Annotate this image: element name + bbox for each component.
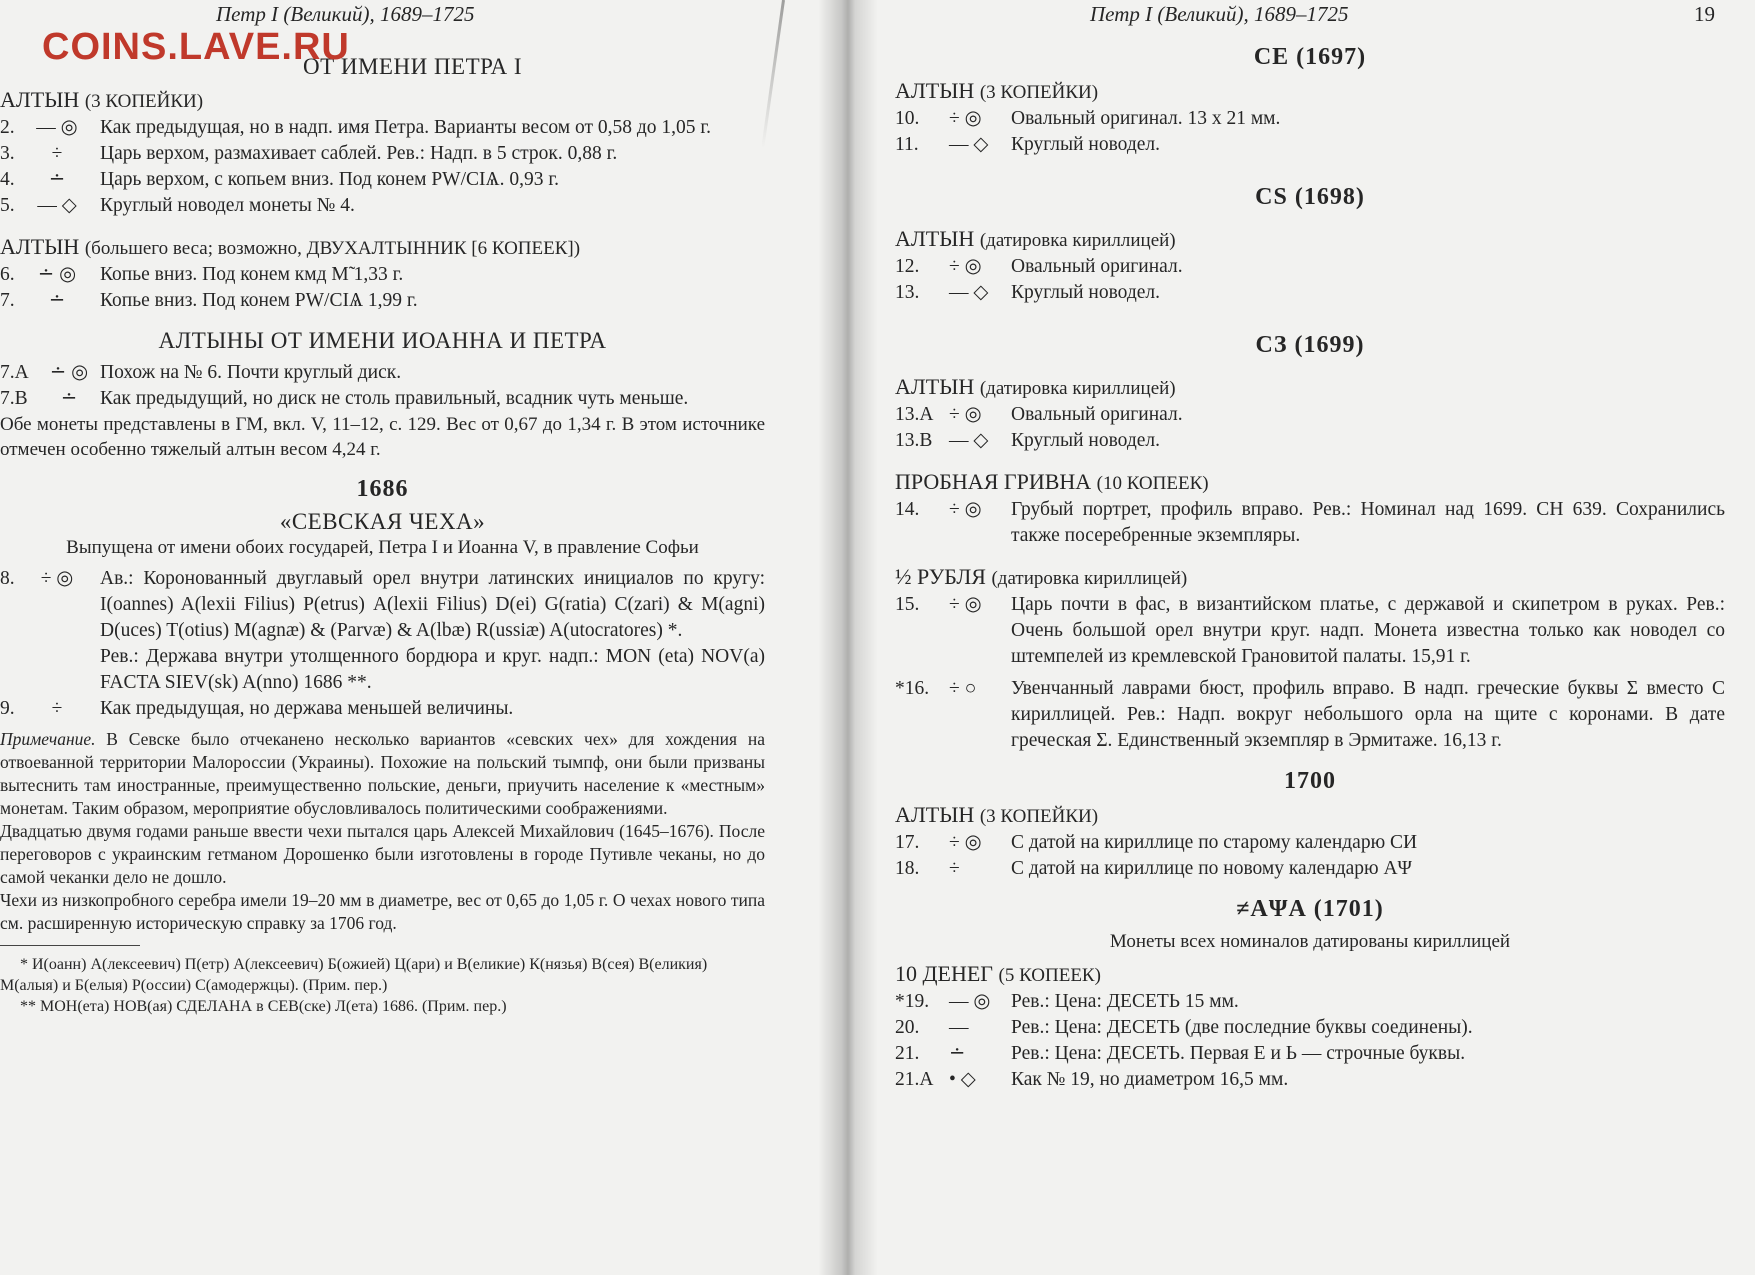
- catalog-entry: 2. — ◎ Как предыдущая, но в надп. имя Петра. Варианты весом от 0,58 до 1,05 г.: [0, 117, 712, 138]
- page-number: 19: [1694, 2, 1715, 26]
- catalog-entry: 6. ∸ ◎ Копье вниз. Под конем кмд М̃ 1,33 г.: [0, 264, 404, 285]
- year-heading-1686: 1686: [356, 476, 409, 502]
- catalog-entry: 8. ÷ ◎ Ав.: Коронованный двуглавый орел внутри латинских инициалов по кругу: I(oannes) A(lexii Filius) Ρ(etrus) A(lexii Filius) D(ei) G(ratia) C(zari) & M(agni) D(uces) T(otius) M(agnæ) & (Ρarvæ) & A(lbæ) R(ussiæ) A(utocratores) *.: [0, 568, 765, 641]
- section-title-peter: ОТ ИМЕНИ ПЕТРА I: [302, 54, 523, 79]
- catalog-entry: 7.В ∸ Как предыдущий, но диск не столь правильный, всадник чуть меньше.: [0, 388, 689, 409]
- right-content: [895, 44, 1725, 1093]
- denomination-altyn-heavy: АЛТЫН (большего веса; возможно, ДВУХАЛТЫННИК [6 КОПЕЕК]): [0, 234, 581, 259]
- paragraph-sources: Обе монеты представлены в ГМ, вкл. V, 11–12, с. 129. Вес от 0,67 до 1,34 г. В этом источнике отмечен особенно тяжелый алтын весом 4,24 г.: [0, 414, 765, 460]
- denomination-altyn: АЛТЫН (3 КОПЕЙКИ): [0, 87, 204, 112]
- section-title-sevsk: «СЕВСКАЯ ЧЕХА»: [279, 509, 486, 534]
- catalog-entry: 14. ÷ ◎ Грубый портрет, профиль вправо. Рев.: Номинал над 1699. СН 639. Сохранились также посеребренные экземпляры.: [895, 499, 1725, 546]
- left-page: [0, 0, 835, 1275]
- right-running-head: Петр I (Великий), 1689–1725: [1090, 2, 1349, 26]
- note-paragraph: Чехи из низкопробного серебра имели 19–20 мм в диаметре, вес от 0,65 до 1,05 г. О чехах нового типа см. расширенную историческую справку за 1706 год.: [0, 890, 765, 933]
- catalog-entry: 13.А ÷ ◎ Овальный оригинал.: [895, 404, 1183, 425]
- section-title-ioann-peter: АЛТЫНЫ ОТ ИМЕНИ ИОАННА И ПЕТРА: [158, 328, 607, 353]
- denomination-altyn: АЛТЫН (датировка кириллицей): [895, 374, 1176, 399]
- catalog-entry: 7. ∸ Копье вниз. Под конем РW/СІѦ 1,99 г.: [0, 290, 418, 311]
- note-paragraph: Примечание. В Севске было отчеканено несколько вариантов «севских чех» для хождения на отвоеванной территории Малороссии (Украины). Похожие на польский тымпф, они были призваны вытеснить там иностранные, преимущественно польские, деньги, приучить население к «местным» монетам. Таким образом, мероприятие обусловливалось политическими соображениями.: [0, 729, 765, 818]
- year-heading-1700: 1700: [1284, 768, 1336, 794]
- watermark-logo: COINS.LAVE.RU: [42, 26, 350, 68]
- right-page: [835, 0, 1755, 1275]
- footnote: * И(оанн) А(лексеевич) П(етр) А(лексеевич) Б(ожией) Ц(ари) и В(еликие) К(нязья) В(сея) В(еликия) М(алыя) и Б(елыя) Р(оссии) С(амодержцы). (Прим. пер.): [0, 956, 708, 994]
- denomination-denga: 10 ДЕНЕГ (5 КОПЕЕК): [895, 961, 1101, 986]
- catalog-entry: *19. — ◎ Рев.: Цена: ДЕСЕТЬ 15 мм.: [895, 991, 1239, 1012]
- catalog-entry: 18. ÷ С датой на кириллице по новому календарю АΨ: [895, 858, 1412, 879]
- denomination-altyn: АЛТЫН (3 КОПЕЙКИ): [895, 78, 1099, 103]
- catalog-entry: 17. ÷ ◎ С датой на кириллице по старому календарю СИ: [895, 832, 1418, 853]
- catalog-entry: Рев.: Держава внутри утолщенного бордюра и круг. надп.: MON (eta) NOV(a) FACTA SIEV(sk) A(nno) 1686 **.: [100, 646, 765, 693]
- catalog-entry: 4. ∸ Царь верхом, с копьем вниз. Под конем РW/СІѦ. 0,93 г.: [0, 169, 560, 190]
- catalog-entry: 11. — ◇ Круглый новодел.: [895, 134, 1161, 155]
- catalog-entry: 13. — ◇ Круглый новодел.: [895, 282, 1161, 303]
- year-heading-1701: ≠АΨА (1701): [1236, 896, 1384, 922]
- footnote: ** МОН(ета) НОВ(ая) СДЕЛАНА в СЕВ(ске) Л(ета) 1686. (Прим. пер.): [20, 998, 507, 1015]
- catalog-entry: 12. ÷ ◎ Овальный оригинал.: [895, 256, 1183, 277]
- year-heading-1697: СЕ (1697): [1253, 44, 1367, 70]
- catalog-entry: 3. ÷ Царь верхом, размахивает саблей. Рев.: Надп. в 5 строк. 0,88 г.: [0, 143, 618, 164]
- catalog-entry: 9. ÷ Как предыдущая, но держава меньшей величины.: [0, 698, 514, 719]
- note-1701: Монеты всех номиналов датированы кириллицей: [1109, 931, 1511, 952]
- year-heading-1699: СЗ (1699): [1255, 332, 1365, 358]
- left-content: [0, 54, 765, 1017]
- denomination-altyn: АЛТЫН (3 КОПЕЙКИ): [895, 802, 1099, 827]
- note-paragraph: Двадцатью двумя годами раньше ввести чехи пытался царь Алексей Михайлович (1645–1676). После переговоров с украинским гетманом Дорошенко были изготовлены в городе Путивле чеканы, но до самой чеканки дело не дошло.: [0, 821, 765, 887]
- denomination-grivna: ПРОБНАЯ ГРИВНА (10 КОПЕЕК): [895, 469, 1209, 494]
- denomination-altyn: АЛТЫН (датировка кириллицей): [895, 226, 1176, 251]
- left-running-head: Петр I (Великий), 1689–1725: [216, 2, 475, 26]
- catalog-entry: 20. — Рев.: Цена: ДЕСЕТЬ (две последние буквы соединены).: [895, 1017, 1473, 1038]
- footnote-rule: [0, 945, 140, 946]
- denomination-half-rouble: ½ РУБЛЯ (датировка кириллицей): [895, 564, 1188, 589]
- year-heading-1698: CS (1698): [1255, 184, 1365, 210]
- catalog-entry: 5. — ◇ Круглый новодел монеты № 4.: [0, 195, 355, 216]
- catalog-entry: 15. ÷ ◎ Царь почти в фас, в византийском платье, с державой и скипетром в руках. Рев.: Очень большой орел внутри круг. надп. Монета известна только как новодел со штемпелей из кремлевской Грановитой палаты. 15,91 г.: [895, 594, 1725, 667]
- sevsk-intro: Выпущена от имени обоих государей, Петра I и Иоанна V, в правление Софьи: [66, 537, 699, 558]
- catalog-entry: 7.А ∸ ◎ Похож на № 6. Почти круглый диск.: [0, 362, 402, 383]
- catalog-entry: 13.В — ◇ Круглый новодел.: [895, 430, 1161, 451]
- catalog-entry: 21. ∸ Рев.: Цена: ДЕСЕТЬ. Первая Е и Ь — строчные буквы.: [895, 1043, 1466, 1064]
- catalog-entry: 21.А • ◇ Как № 19, но диаметром 16,5 мм.: [895, 1069, 1289, 1090]
- catalog-entry: *16. ÷ ○ Увенчанный лаврами бюст, профиль вправо. В надп. греческие буквы Σ вместо С кириллицей. Рев.: Надп. вокруг небольшого орла на щите с коронами. В дате греческая Σ. Единственный экземпляр в Эрмитаже. 16,13 г.: [895, 678, 1725, 751]
- catalog-entry: 10. ÷ ◎ Овальный оригинал. 13 х 21 мм.: [895, 108, 1281, 129]
